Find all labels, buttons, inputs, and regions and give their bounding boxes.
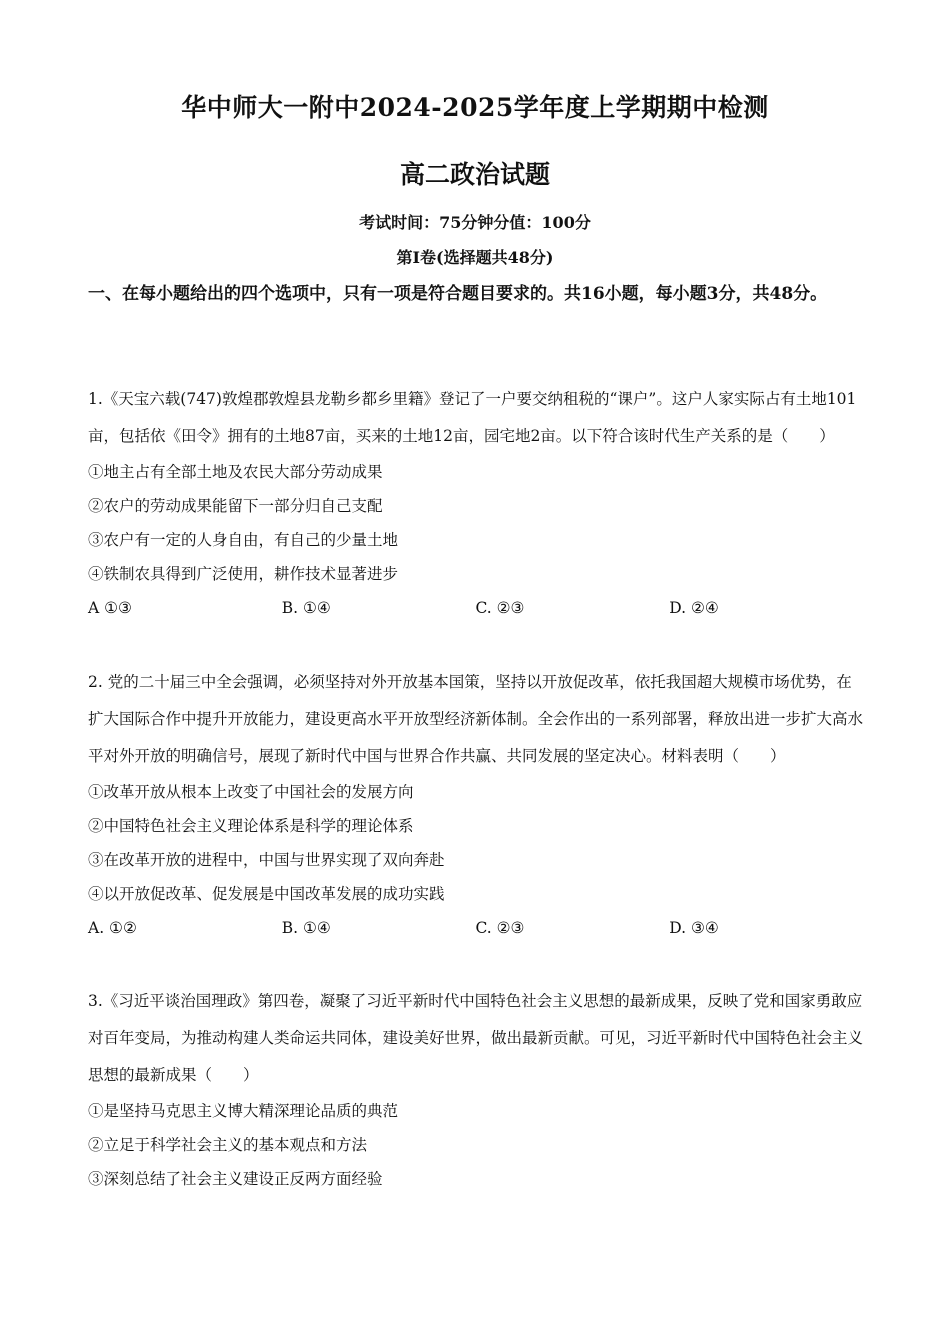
- question-option: ③深刻总结了社会主义建设正反两方面经验: [88, 1170, 383, 1188]
- question-3: [88, 983, 863, 1196]
- exam-meta: 考试时间：75分钟分值：100分: [359, 213, 591, 232]
- exam-title: 华中师大一附中2024-2025学年度上学期期中检测: [181, 93, 769, 122]
- choice-d: D. ②④: [669, 599, 719, 617]
- section-instruction: 一、在每小题给出的四个选项中，只有一项是符合题目要求的。共16小题，每小题3分，共48分。: [88, 284, 828, 304]
- question-option: ②农户的劳动成果能留下一部分归自己支配: [88, 497, 383, 515]
- choice-c: C. ②③: [475, 599, 525, 617]
- question-option: ①地主占有全部土地及农民大部分劳动成果: [88, 463, 383, 481]
- choice-c: C. ②③: [475, 919, 525, 937]
- question-option: ②中国特色社会主义理论体系是科学的理论体系: [88, 817, 414, 835]
- exam-subtitle: 高二政治试题: [399, 160, 550, 189]
- answer-choices: [88, 911, 863, 945]
- question-option: ①是坚持马克思主义博大精深理论品质的典范: [88, 1102, 399, 1120]
- question-option: ①改革开放从根本上改变了中国社会的发展方向: [88, 783, 414, 801]
- question-stem: 2. 党的二十届三中全会强调，必须坚持对外开放基本国策，坚持以开放促改革，依托我国超大规模市场优势，在扩大国际合作中提升开放能力，建设更高水平开放型经济新体制。全会作出的一系列部署，释放出进一步扩大高水平对外开放的明确信号，展现了新时代中国与世界合作共赢、共同发展的坚定决心。材料表明（ ）: [88, 673, 864, 765]
- question-option: ③农户有一定的人身自由，有自己的少量土地: [88, 531, 399, 549]
- choice-a: A ①③: [88, 599, 132, 617]
- question-stem: 1.《天宝六载(747)敦煌郡敦煌县龙勒乡都乡里籍》登记了一户要交纳租税的“课户”。这户人家实际占有土地101亩，包括依《田令》拥有的土地87亩，买来的土地12亩，园宅地2亩。以下符合该时代生产关系的是（ ）: [88, 390, 857, 445]
- answer-choices: [88, 591, 863, 625]
- choice-b: B. ①④: [281, 599, 331, 617]
- question-2: [88, 664, 863, 945]
- choice-b: B. ①④: [281, 919, 331, 937]
- volume-heading: 第I卷(选择题共48分): [396, 248, 554, 267]
- question-option: ④以开放促改革、促发展是中国改革发展的成功实践: [88, 885, 445, 903]
- question-option: ③在改革开放的进程中，中国与世界实现了双向奔赴: [88, 851, 445, 869]
- question-stem: 3.《习近平谈治国理政》第四卷，凝聚了习近平新时代中国特色社会主义思想的最新成果，反映了党和国家勇敢应对百年变局，为推动构建人类命运共同体，建设美好世界，做出最新贡献。可见，习近平新时代中国特色社会主义思想的最新成果（ ）: [88, 992, 864, 1084]
- question-option: ②立足于科学社会主义的基本观点和方法: [88, 1136, 368, 1154]
- choice-a: A. ①②: [88, 919, 137, 937]
- question-option: ④铁制农具得到广泛使用，耕作技术显著进步: [88, 565, 399, 583]
- choice-d: D. ③④: [669, 919, 719, 937]
- question-1: [88, 381, 863, 625]
